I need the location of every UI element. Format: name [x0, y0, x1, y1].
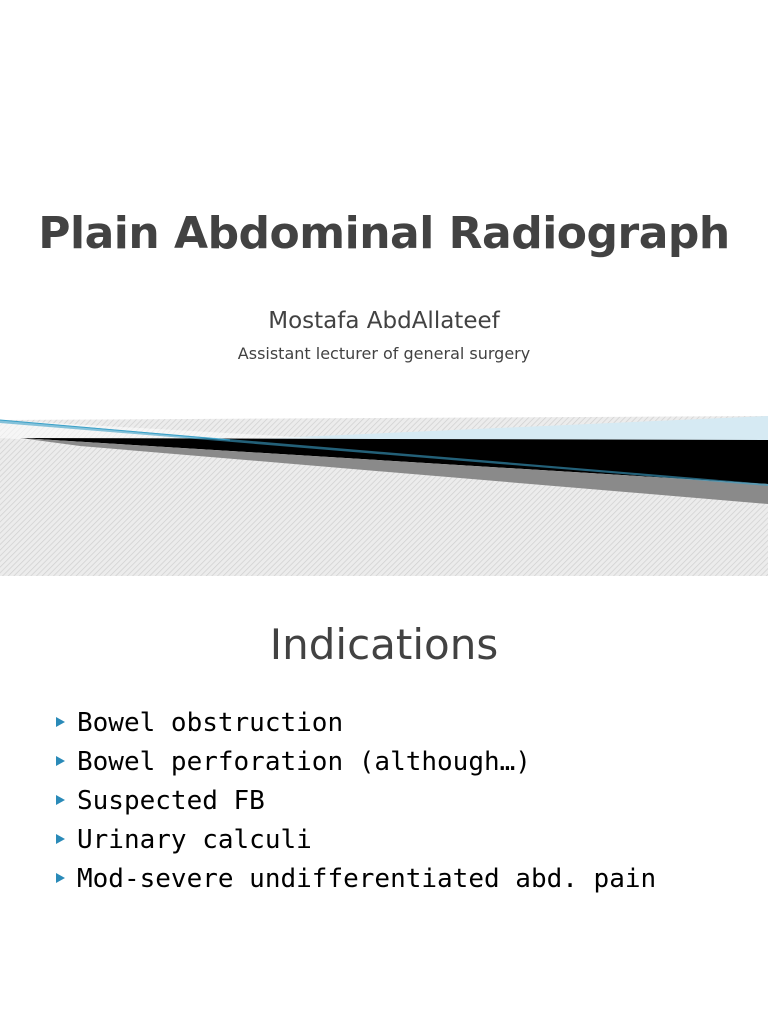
triangle-right-bullet-icon [56, 795, 65, 805]
indications-slide [0, 576, 768, 1024]
slide-title: Plain Abdominal Radiograph [38, 208, 730, 259]
triangle-right-bullet-icon [56, 756, 65, 766]
author-name: Mostafa AbdAllateef [268, 308, 500, 334]
list-item: Urinary calculi [56, 821, 656, 860]
list-item: Bowel perforation (although…) [56, 743, 656, 782]
bullet-list [56, 704, 656, 899]
list-item: Mod-severe undifferentiated abd. pain [56, 860, 656, 899]
triangle-right-bullet-icon [56, 717, 65, 727]
list-item: Bowel obstruction [56, 704, 656, 743]
decorative-stripes [0, 380, 768, 576]
slide-title: Indications [269, 620, 499, 669]
author-affiliation: Assistant lecturer of general surgery [237, 344, 531, 363]
triangle-right-bullet-icon [56, 873, 65, 883]
triangle-right-bullet-icon [56, 834, 65, 844]
list-item: Suspected FB [56, 782, 656, 821]
